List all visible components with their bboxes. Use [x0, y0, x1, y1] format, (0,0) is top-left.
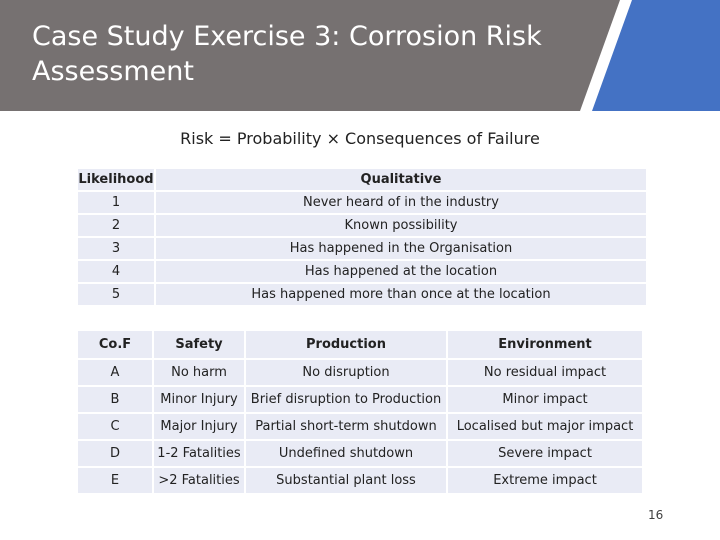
header-cell: Likelihood [78, 169, 154, 190]
header-cell: Co.F [78, 331, 152, 358]
table-cell: 1 [78, 192, 154, 213]
risk-formula: Risk = Probability × Consequences of Failure [180, 129, 540, 148]
header-cell: Safety [154, 331, 244, 358]
table-cell: Severe impact [448, 441, 642, 466]
table-row [78, 215, 646, 236]
table-row [78, 414, 642, 439]
cof-table [76, 329, 644, 495]
table-cell: 5 [78, 284, 154, 305]
table-cell: Substantial plant loss [246, 468, 446, 493]
table-cell: Major Injury [154, 414, 244, 439]
table-row [78, 387, 642, 412]
table-cell: A [78, 360, 152, 385]
table-cell: Localised but major impact [448, 414, 642, 439]
table-cell: Known possibility [156, 215, 646, 236]
table-cell: Minor impact [448, 387, 642, 412]
table-cell: 3 [78, 238, 154, 259]
table-cell: Brief disruption to Production [246, 387, 446, 412]
table-cell: 2 [78, 215, 154, 236]
table-cell: Minor Injury [154, 387, 244, 412]
table-header-row [78, 331, 642, 358]
table-header-row [78, 169, 646, 190]
table-cell: Has happened in the Organisation [156, 238, 646, 259]
slide-title: Case Study Exercise 3: Corrosion Risk Assessment [32, 21, 542, 87]
table-cell: 1-2 Fatalities [154, 441, 244, 466]
header-cell: Qualitative [156, 169, 646, 190]
corner-decoration [560, 0, 720, 111]
likelihood-table [76, 167, 648, 307]
table-cell: Never heard of in the industry [156, 192, 646, 213]
table-cell: 4 [78, 261, 154, 282]
header-cell: Production [246, 331, 446, 358]
table-cell: Has happened more than once at the location [156, 284, 646, 305]
table-cell: No disruption [246, 360, 446, 385]
table-cell: D [78, 441, 152, 466]
table-cell: B [78, 387, 152, 412]
table-cell: >2 Fatalities [154, 468, 244, 493]
table-cell: Has happened at the location [156, 261, 646, 282]
table-cell: Extreme impact [448, 468, 642, 493]
header-cell: Environment [448, 331, 642, 358]
table-cell: Undefined shutdown [246, 441, 446, 466]
table-row [78, 261, 646, 282]
table-cell: E [78, 468, 152, 493]
page-number: 16 [648, 508, 664, 522]
table-row [78, 468, 642, 493]
table-row [78, 238, 646, 259]
table-row [78, 441, 642, 466]
table-row [78, 360, 642, 385]
table-cell: No residual impact [448, 360, 642, 385]
table-cell: C [78, 414, 152, 439]
table-cell: No harm [154, 360, 244, 385]
table-cell: Partial short-term shutdown [246, 414, 446, 439]
table-row [78, 192, 646, 213]
table-row [78, 284, 646, 305]
